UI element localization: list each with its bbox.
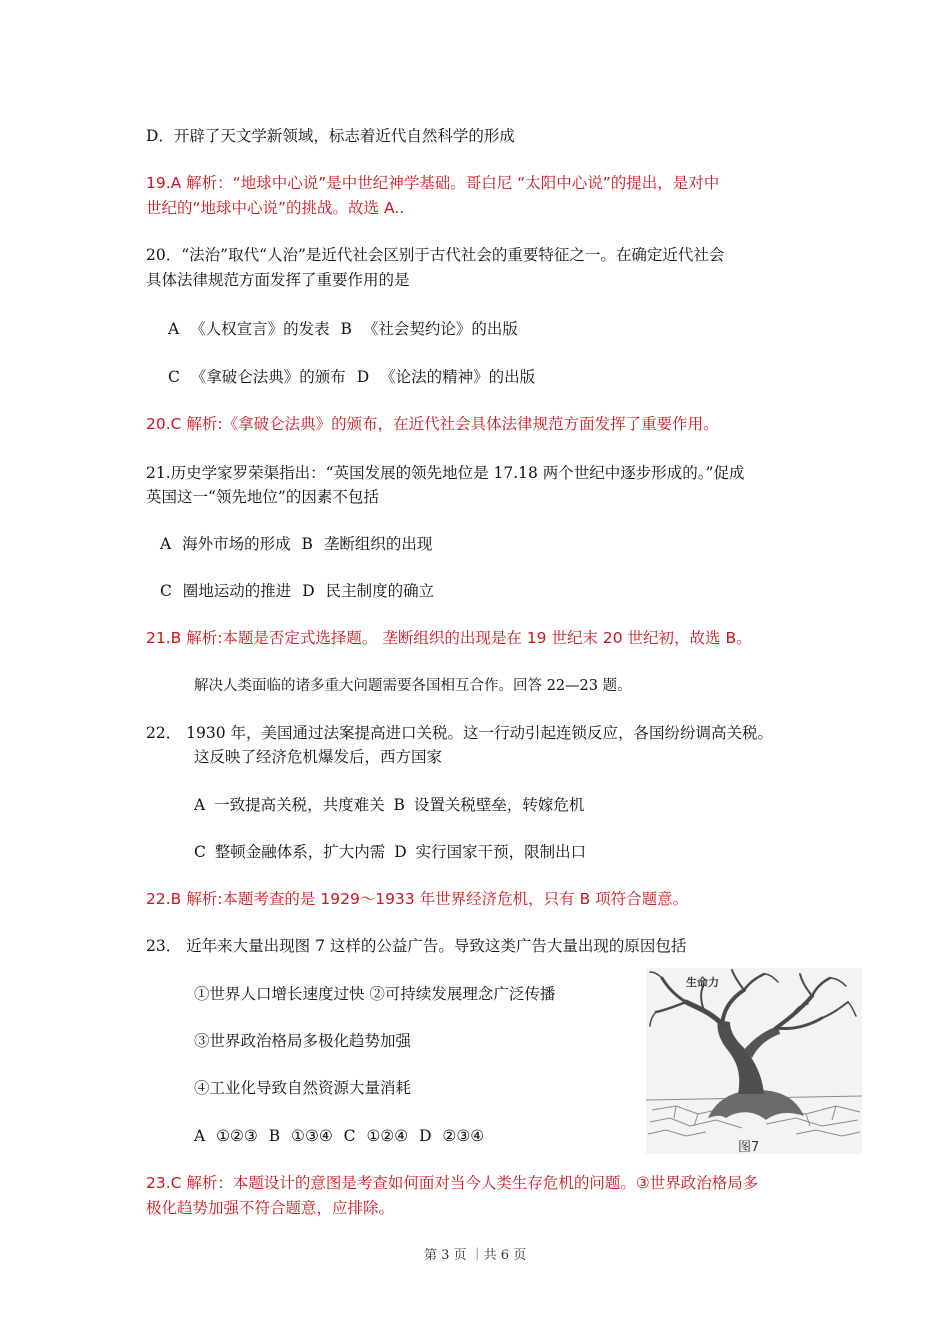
q18-option-d: D．开辟了天文学新领域，标志着近代自然科学的形成 bbox=[146, 127, 515, 145]
q22-stem-line-2: 这反映了经济危机爆发后，西方国家 bbox=[194, 748, 443, 766]
figure-caption: 图7 bbox=[738, 1140, 760, 1155]
q21-options-row-2: C 圈地运动的推进 D 民主制度的确立 bbox=[160, 582, 435, 600]
intro-22-23: 解决人类面临的诸多重大问题需要各国相互合作。回答 22—23 题。 bbox=[194, 678, 632, 694]
q20-answer: 20.C 解析:《拿破仑法典》的颁布，在近代社会具体法律规范方面发挥了重要作用。 bbox=[146, 415, 719, 433]
q23-item-1-2: ①世界人口增长速度过快 ②可持续发展理念广泛传播 bbox=[194, 985, 556, 1003]
q19-answer-line-2: 世纪的“地球中心说”的挑战。故选 A.. bbox=[146, 199, 405, 217]
q21-stem-line-2: 英国这一“领先地位”的因素不包括 bbox=[146, 488, 379, 506]
figure-7-tree-image bbox=[646, 968, 862, 1154]
q21-stem-line-1: 21.历史学家罗荣渠指出：“英国发展的领先地位是 17.18 两个世纪中逐步形成的。”促成 bbox=[146, 464, 745, 482]
figure-title: 生命力 bbox=[686, 976, 719, 989]
q20-options-row-1: A 《人权宣言》的发表 B 《社会契约论》的出版 bbox=[168, 320, 518, 338]
q23-item-3: ③世界政治格局多极化趋势加强 bbox=[194, 1032, 412, 1050]
q23-options: A ①②③ B ①③④ C ①②④ D ②③④ bbox=[194, 1127, 485, 1145]
q23-answer-line-1: 23.C 解析：本题设计的意图是考查如何面对当今人类生存危机的问题。③世界政治格局多 bbox=[146, 1174, 759, 1192]
q21-options-row-1: A 海外市场的形成 B 垄断组织的出现 bbox=[160, 535, 433, 553]
q22-answer: 22.B 解析:本题考查的是 1929～1933 年世界经济危机，只有 B 项符合题意。 bbox=[146, 890, 689, 908]
page-footer: 第 3 页 ｜共 6 页 bbox=[424, 1248, 527, 1263]
tree-illustration bbox=[646, 968, 862, 1154]
q23-answer-line-2: 极化趋势加强不符合题意，应排除。 bbox=[146, 1199, 395, 1217]
q20-options-row-2: C 《拿破仑法典》的颁布 D 《论法的精神》的出版 bbox=[168, 368, 536, 386]
q22-options-row-2: C 整顿金融体系，扩大内需 D 实行国家干预，限制出口 bbox=[194, 843, 587, 861]
q20-stem-line-2: 具体法律规范方面发挥了重要作用的是 bbox=[146, 271, 410, 289]
q19-answer-line-1: 19.A 解析：“地球中心说”是中世纪神学基础。哥白尼 “太阳中心说”的提出，是对中 bbox=[146, 174, 720, 192]
q20-stem-line-1: 20．“法治”取代“人治”是近代社会区别于古代社会的重要特征之一。在确定近代社会 bbox=[146, 246, 725, 264]
q23-stem: 23． 近年来大量出现图 7 这样的公益广告。导致这类广告大量出现的原因包括 bbox=[146, 937, 687, 955]
q21-answer: 21.B 解析:本题是否定式选择题。 垄断组织的出现是在 19 世纪末 20 世纪初，故选 B。 bbox=[146, 629, 752, 647]
q23-item-4: ④工业化导致自然资源大量消耗 bbox=[194, 1079, 412, 1097]
q22-options-row-1: A 一致提高关税，共度难关 B 设置关税壁垒，转嫁危机 bbox=[194, 796, 585, 814]
q22-stem-line-1: 22． 1930 年，美国通过法案提高进口关税。这一行动引起连锁反应，各国纷纷调高关税。 bbox=[146, 724, 774, 742]
